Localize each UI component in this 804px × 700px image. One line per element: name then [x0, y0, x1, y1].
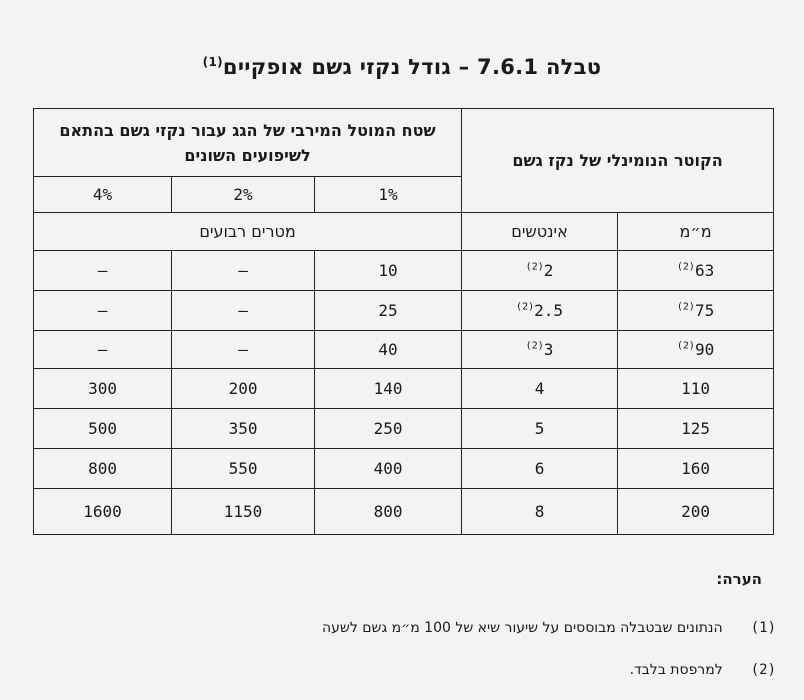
cell-inch-value: 8 [534, 502, 545, 521]
table-row [34, 369, 774, 409]
notes-heading: הערה: [716, 570, 762, 588]
cell-mm-value: 90 [694, 340, 715, 359]
table-title-text: טבלה 7.6.1 – גודל נקזי גשם אופקיים [222, 55, 602, 79]
cell-slope-2 [172, 489, 315, 535]
cell-slope-4-value: — [97, 301, 108, 320]
note-2-index: (2) [750, 662, 776, 678]
cell-slope-1 [315, 291, 462, 331]
unit-inches: אינטשים [462, 213, 618, 251]
cell-slope-4 [34, 291, 172, 331]
cell-slope-4 [34, 449, 172, 489]
slope-2: 2% [172, 177, 315, 213]
slope-4: 4% [34, 177, 172, 213]
cell-inch-footnote: (2) [525, 340, 544, 352]
cell-inch [462, 489, 618, 535]
cell-slope-4 [34, 409, 172, 449]
cell-inch [462, 449, 618, 489]
cell-slope-4-value: — [97, 261, 108, 280]
table-title [0, 55, 804, 79]
cell-mm-footnote: (2) [676, 261, 695, 273]
unit-area: מטרים רבועים [34, 213, 462, 251]
cell-slope-2 [172, 369, 315, 409]
cell-mm [618, 291, 774, 331]
table-row [34, 449, 774, 489]
cell-inch-footnote: (2) [516, 301, 535, 313]
cell-slope-1-value: 40 [378, 340, 398, 359]
note-2-text: למרפסת בלבד. [629, 662, 723, 678]
table-body [34, 251, 774, 535]
cell-inch-value: 4 [534, 379, 545, 398]
cell-mm-value: 160 [681, 459, 710, 478]
cell-slope-4 [34, 251, 172, 291]
cell-mm-footnote: (2) [676, 301, 695, 313]
cell-slope-2-value: 200 [228, 379, 258, 398]
cell-slope-2 [172, 291, 315, 331]
cell-slope-2-value: — [238, 261, 248, 280]
cell-slope-1 [315, 369, 462, 409]
cell-inch [462, 251, 618, 291]
cell-inch-footnote: (2) [525, 261, 544, 273]
header-diameter: הקוטר הנומינלי של נקז גשם [462, 109, 774, 213]
cell-slope-1 [315, 251, 462, 291]
cell-mm [618, 331, 774, 369]
cell-slope-1-value: 800 [373, 502, 403, 521]
note-1 [322, 620, 776, 636]
header-area: שטח המוטל המירבי של הגג עבור נקזי גשם בהתאם לשיפועים השונים [34, 109, 462, 177]
cell-mm-value: 200 [681, 502, 710, 521]
note-1-text: הנתונים שבטבלה מבוססים על שיעור שיא של 100 מ״מ גשם לשעה [322, 620, 723, 636]
cell-slope-2 [172, 331, 315, 369]
cell-inch-value: 3 [543, 340, 554, 359]
cell-slope-4 [34, 369, 172, 409]
cell-slope-2-value: 550 [228, 459, 258, 478]
cell-mm-value: 75 [694, 301, 715, 320]
cell-slope-1-value: 25 [378, 301, 398, 320]
cell-inch-value: 6 [534, 459, 545, 478]
cell-slope-4 [34, 331, 172, 369]
cell-inch [462, 369, 618, 409]
cell-slope-2 [172, 251, 315, 291]
cell-slope-4-value: 500 [88, 419, 117, 438]
cell-slope-4 [34, 489, 172, 535]
cell-slope-2-value: 350 [228, 419, 258, 438]
slope-1: 1% [315, 177, 462, 213]
cell-mm [618, 449, 774, 489]
table-row [34, 331, 774, 369]
cell-mm-footnote: (2) [676, 340, 695, 352]
title-footnote-ref: (1) [202, 55, 223, 69]
table-row [34, 409, 774, 449]
cell-slope-2 [172, 409, 315, 449]
cell-slope-1 [315, 449, 462, 489]
table-row [34, 489, 774, 535]
cell-slope-2 [172, 449, 315, 489]
cell-slope-2-value: 1150 [223, 502, 263, 521]
cell-inch-value: 2.5 [534, 301, 564, 320]
cell-slope-1-value: 10 [378, 261, 398, 280]
cell-slope-1-value: 400 [373, 459, 403, 478]
cell-slope-2-value: — [238, 340, 248, 359]
cell-slope-2-value: — [238, 301, 248, 320]
table-row [34, 291, 774, 331]
cell-mm [618, 251, 774, 291]
cell-inch-value: 2 [543, 261, 554, 280]
cell-slope-4-value: 800 [88, 459, 117, 478]
note-1-index: (1) [750, 620, 776, 636]
table-row [34, 251, 774, 291]
cell-inch [462, 331, 618, 369]
cell-slope-1 [315, 489, 462, 535]
cell-slope-1-value: 250 [373, 419, 403, 438]
cell-slope-1-value: 140 [373, 379, 403, 398]
cell-mm-value: 63 [694, 261, 715, 280]
cell-mm [618, 489, 774, 535]
cell-slope-4-value: — [97, 340, 108, 359]
cell-inch [462, 409, 618, 449]
cell-slope-4-value: 300 [88, 379, 117, 398]
note-2 [630, 662, 776, 678]
drain-size-table [33, 108, 774, 535]
cell-mm [618, 409, 774, 449]
cell-mm-value: 110 [681, 379, 710, 398]
cell-slope-1 [315, 331, 462, 369]
cell-inch-value: 5 [534, 419, 545, 438]
cell-slope-1 [315, 409, 462, 449]
cell-mm-value: 125 [681, 419, 710, 438]
cell-slope-4-value: 1600 [83, 502, 122, 521]
unit-mm: מ״מ [618, 213, 774, 251]
cell-mm [618, 369, 774, 409]
cell-inch [462, 291, 618, 331]
